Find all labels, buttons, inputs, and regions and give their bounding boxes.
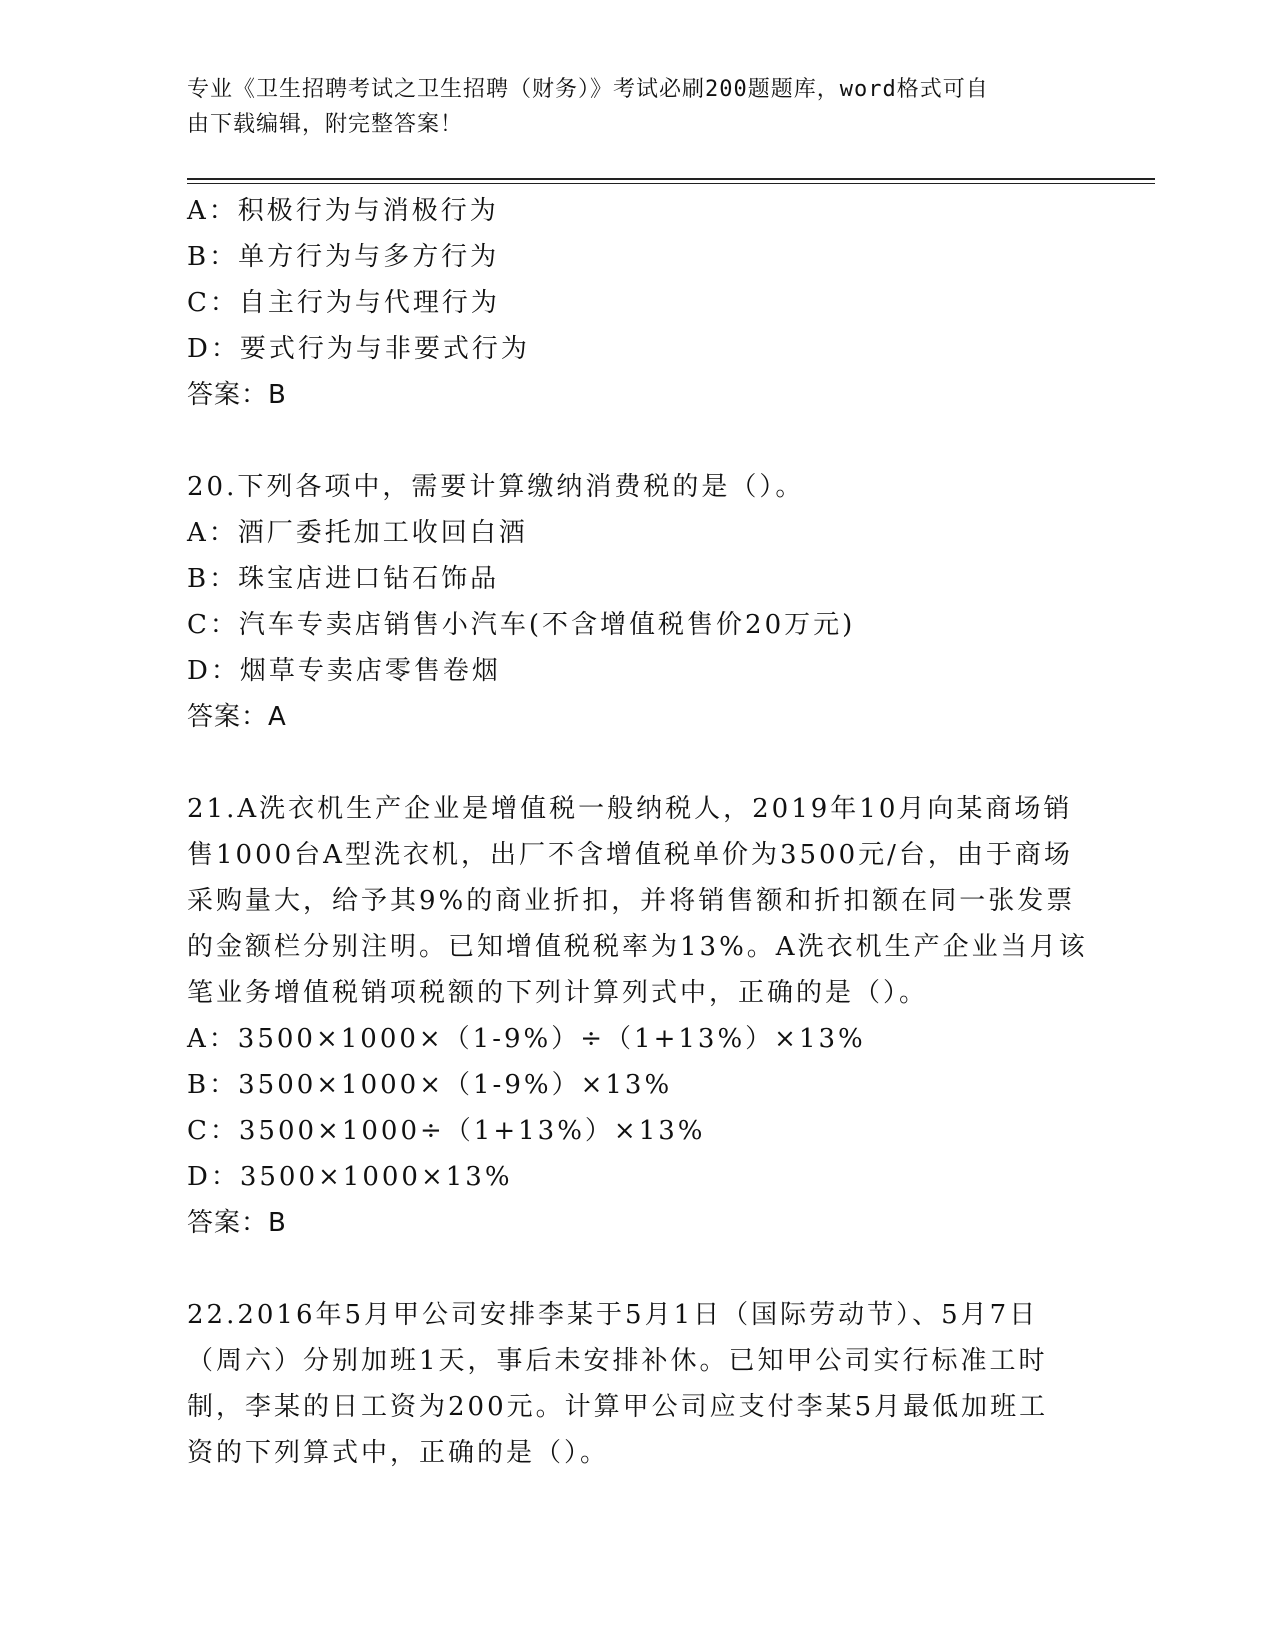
spacer [187, 418, 1087, 464]
q22-question-line: 22.2016年5月甲公司安排李某于5月1日（国际劳动节）、5月7日 [187, 1300, 1039, 1330]
q20-answer: 答案：A [187, 702, 287, 732]
q21-question-line: 售1000台A型洗衣机，出厂不含增值税单价为3500元/台，由于商场 [187, 840, 1073, 870]
q19-option-d: D：要式行为与非要式行为 [187, 334, 530, 364]
q22-question-line: 制，李某的日工资为200元。计算甲公司应支付李某5月最低加班工 [187, 1392, 1049, 1422]
question-22-block [187, 1292, 1087, 1476]
q21-option-d: D：3500×1000×13% [187, 1162, 513, 1192]
document-body [187, 188, 1087, 1476]
q20-option-a: A：酒厂委托加工收回白酒 [187, 518, 528, 548]
q22-question-line: （周六）分别加班1天，事后未安排补休。已知甲公司实行标准工时 [187, 1346, 1048, 1376]
question-21-block [187, 786, 1087, 1246]
header-divider-thin [187, 183, 1155, 184]
q21-question-line: 笔业务增值税销项税额的下列计算列式中，正确的是（）。 [187, 978, 929, 1008]
q20-option-c: C：汽车专卖店销售小汽车(不含增值税售价20万元) [187, 610, 856, 640]
q21-option-a: A：3500×1000×（1-9%）÷（1+13%）×13% [187, 1024, 866, 1054]
q20-option-d: D：烟草专卖店零售卷烟 [187, 656, 501, 686]
q21-option-b: B：3500×1000×（1-9%）×13% [187, 1070, 673, 1100]
question-20-block [187, 464, 1087, 740]
question-19-block [187, 188, 1087, 418]
q19-answer: 答案：B [187, 380, 287, 410]
header-line-1: 专业《卫生招聘考试之卫生招聘（财务）》考试必刷200题题库，word格式可自 [187, 77, 989, 102]
q19-option-c: C：自主行为与代理行为 [187, 288, 500, 318]
q19-option-a: A：积极行为与消极行为 [187, 196, 499, 226]
header-divider-thick [187, 178, 1155, 180]
q20-question: 20.下列各项中，需要计算缴纳消费税的是（）。 [187, 472, 805, 502]
spacer [187, 1246, 1087, 1292]
spacer [187, 740, 1087, 786]
q21-question-line: 的金额栏分别注明。已知增值税税率为13%。A洗衣机生产企业当月该 [187, 932, 1088, 962]
q21-answer: 答案：B [187, 1208, 287, 1238]
q21-option-c: C：3500×1000÷（1+13%）×13% [187, 1116, 706, 1146]
q21-question-line: 21.A洗衣机生产企业是增值税一般纳税人，2019年10月向某商场销 [187, 794, 1073, 824]
q21-question-line: 采购量大，给予其9%的商业折扣，并将销售额和折扣额在同一张发票 [187, 886, 1076, 916]
q20-option-b: B：珠宝店进口钻石饰品 [187, 564, 500, 594]
q19-option-b: B：单方行为与多方行为 [187, 242, 500, 272]
document-header [187, 72, 1067, 142]
q22-question-line: 资的下列算式中，正确的是（）。 [187, 1438, 610, 1468]
header-line-2: 由下载编辑，附完整答案！ [187, 112, 464, 137]
